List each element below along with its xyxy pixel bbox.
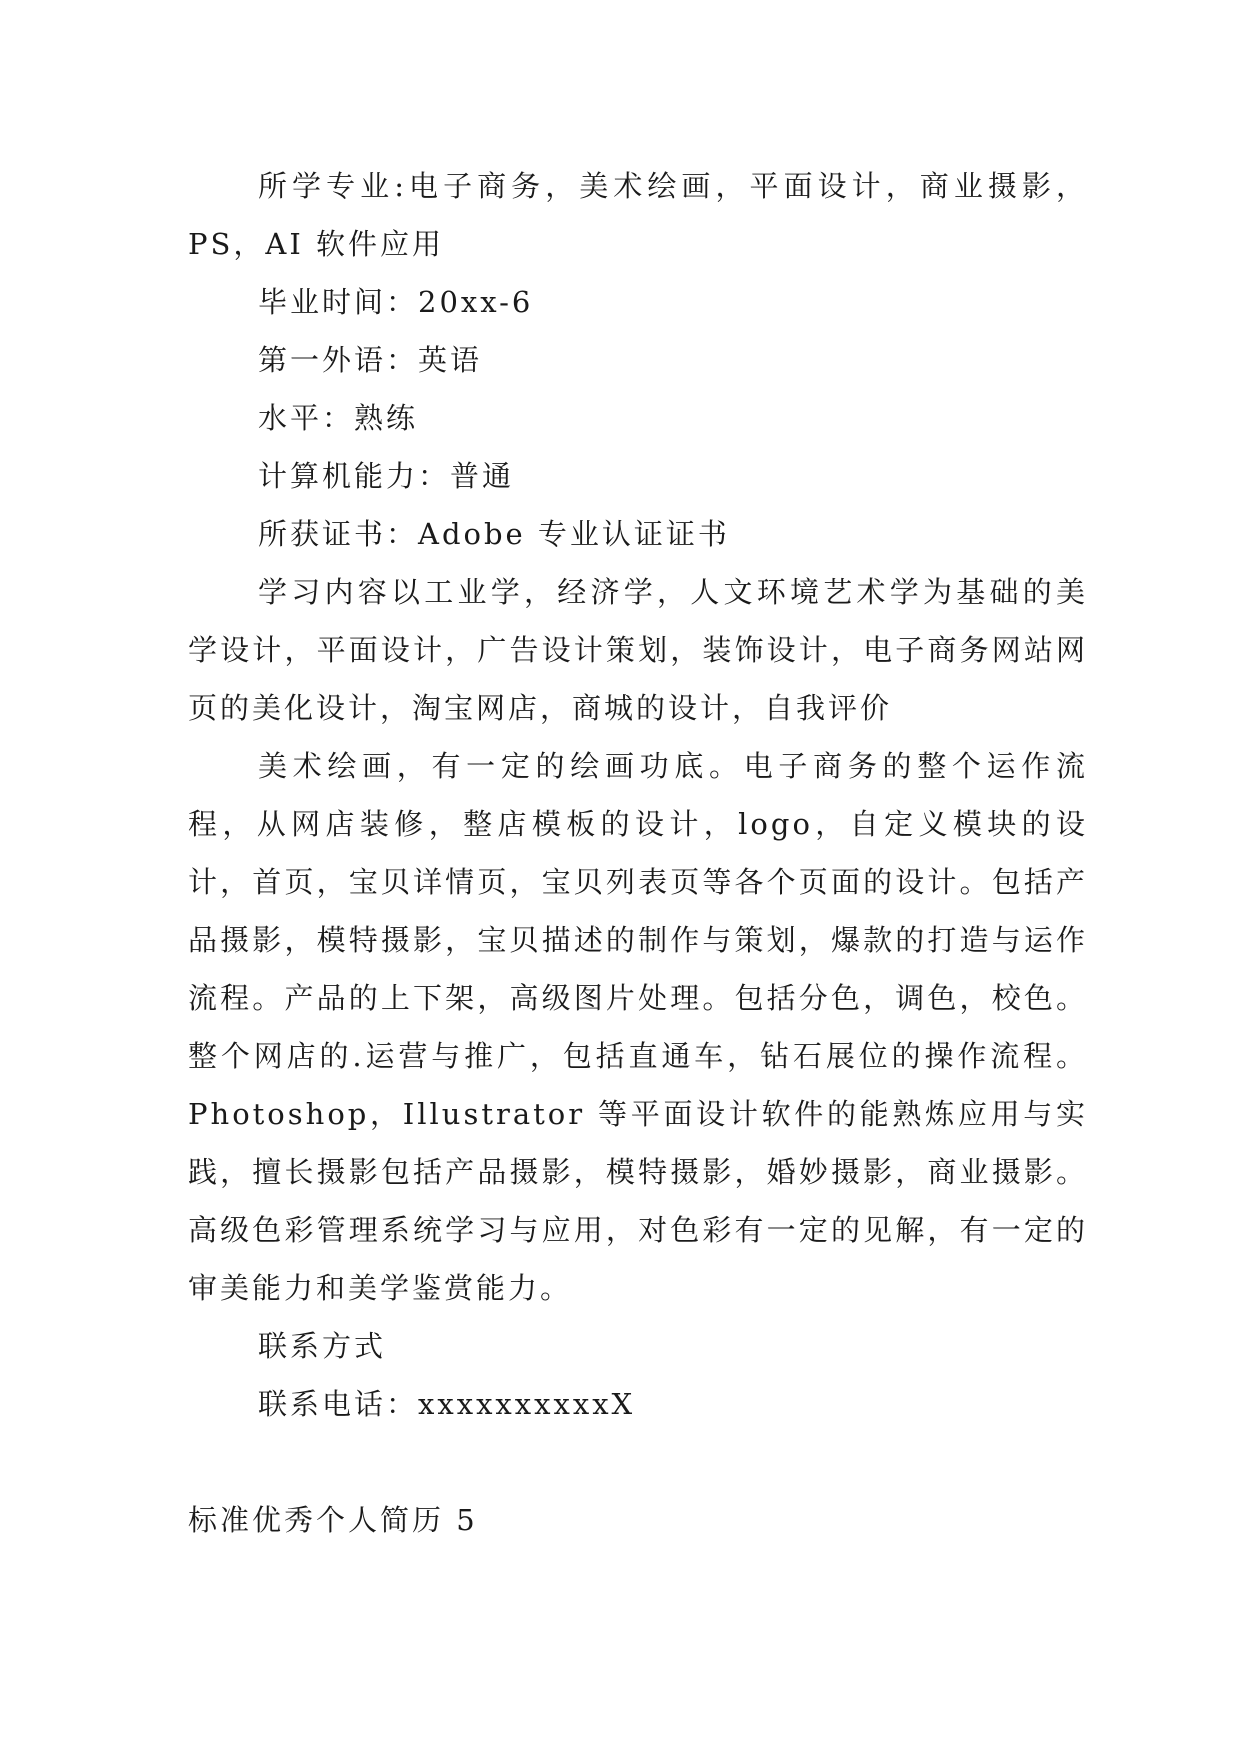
self-evaluation-paragraph: 美术绘画，有一定的绘画功底。电子商务的整个运作流程，从网店装修，整店模板的设计，logo，自定义模块的设计，首页，宝贝详情页，宝贝列表页等各个页面的设计。包括产品摄影，模特摄影，宝贝描述的制作与策划，爆款的打造与运作流程。产品的上下架，高级图片处理。包括分色，调色，校色。整个网店的.运营与推广，包括直通车，钻石展位的操作流程。Photoshop，Illustrator 等平面设计软件的能熟炼应用与实践，擅长摄影包括产品摄影，模特摄影，婚妙摄影，商业摄影。高级色彩管理系统学习与应用，对色彩有一定的见解，有一定的审美能力和美学鉴赏能力。 xyxy=(188,749,1088,1305)
contact-phone-line: 联系电话：xxxxxxxxxxX xyxy=(258,1387,636,1421)
next-section-title: 标准优秀个人简历 5 xyxy=(188,1503,478,1537)
contact-heading: 联系方式 xyxy=(258,1329,387,1363)
certificate-line: 所获证书：Adobe 专业认证证书 xyxy=(258,517,730,551)
document-page xyxy=(188,157,1088,1549)
computer-skill-line: 计算机能力：普通 xyxy=(258,459,515,493)
blank-line xyxy=(188,1433,1088,1491)
foreign-language-line: 第一外语：英语 xyxy=(258,343,483,377)
graduation-line: 毕业时间：20xx-6 xyxy=(258,285,534,319)
study-content-paragraph: 学习内容以工业学，经济学，人文环境艺术学为基础的美学设计，平面设计，广告设计策划，装饰设计，电子商务网站网页的美化设计，淘宝网店，商城的设计，自我评价 xyxy=(188,575,1088,725)
major-line: 所学专业:电子商务，美术绘画，平面设计，商业摄影，PS，AI 软件应用 xyxy=(188,169,1088,261)
level-line: 水平：熟练 xyxy=(258,401,419,435)
